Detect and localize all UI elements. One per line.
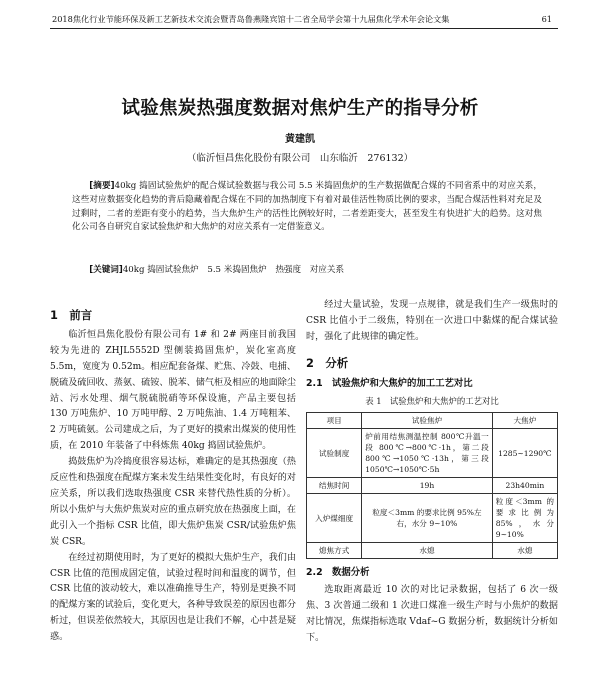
table-cell: 粒度＜3mm 的要求比例 95%左右，水分 9~10% bbox=[362, 494, 493, 543]
subsection-2-2-paragraph: 选取距离最近 10 次的对比记录数据，包括了 6 次一级焦、3 次普通二级和 1 次进口煤准一级生产时与小焦炉的数据对比情况，焦煤指标选取 Vdaf~G 数据分析，数据统计分析如下。 bbox=[306, 585, 558, 644]
table-cell: 水熄 bbox=[362, 543, 493, 559]
subsection-2-2-heading: 2.2 数据分析 bbox=[306, 567, 370, 579]
table-header-cell: 试验焦炉 bbox=[362, 413, 493, 429]
table-row bbox=[307, 478, 558, 494]
abstract-label: [摘要] bbox=[89, 181, 115, 191]
table-cell: 结焦时间 bbox=[307, 478, 362, 494]
table-row bbox=[307, 494, 558, 543]
table-row bbox=[307, 429, 558, 478]
affiliation: （临沂恒昌焦化股份有限公司 山东临沂 276132） bbox=[186, 153, 414, 164]
right-column bbox=[306, 298, 558, 690]
keywords-label: [关键词] bbox=[89, 265, 123, 275]
table-cell: 试验制度 bbox=[307, 429, 362, 478]
paper-title: 试验焦炭热强度数据对焦炉生产的指导分析 bbox=[121, 98, 479, 119]
table-cell: 入炉煤细度 bbox=[307, 494, 362, 543]
table-header-cell: 大焦炉 bbox=[492, 413, 557, 429]
table-caption: 表 1 试验焦炉和大焦炉的工艺对比 bbox=[365, 395, 499, 406]
section-1-paragraph: 捣鼓焦炉为冷捣度很容易达标，难确定的是其热强度（热反应性和热强度在配煤方案未发生结果性变化时，有良好的对应关系，所以我们选取热强度 CSR 来替代热性质的分析）。所以小焦炉与大焦炉焦炭对应的重点研究放在热强度上面，在此引入一个指标 CSR 比值，即大焦炉焦炭 CSR/试验焦炉焦炭 CSR。 bbox=[50, 457, 296, 547]
table-row bbox=[307, 543, 558, 559]
section-1-paragraph: 临沂恒昌焦化股份有限公司有 1# 和 2# 两座目前我国较为先进的 ZHJL5552D 型侧装捣固焦炉，炭化室高度 5.5m，宽度为 0.52m。相应配套备煤、贮焦、冷鼓、电捕、脱硫及硫回收、蒸氨、硫铵、脱苯、储气柜及相应的地面除尘站、污水处理、烟气脱硫脱硝等环保设施，产品主要包括 130 万吨焦炉、10 万吨甲醇、2 万吨焦油、1.4 万吨粗苯、2 万吨硫氨。公司建成之后，为了更好的摸索出煤炭的使用性质，在 2010 年装备了中科炼焦 40kg 捣固试验焦炉。 bbox=[50, 329, 296, 452]
abstract-text: 40kg 捣固试验焦炉的配合煤试验数据与我公司 5.5 米捣固焦炉的生产数据做配合煤的不同省系中的对应关系，这些对应数据变化趋势的背后隐藏着配合煤在不同的加热制度下有着对最佳活性物质比例的要求，当配合煤活性料对充足及过剩时，二者的差距有变小的趋势，当大焦炉生产的活性比例较好时，二者差距变大，甚至发生有快进扩大的趋势。这对焦化公司各自研究自家试验焦炉和大焦炉的对应关系有一定借鉴意义。 bbox=[72, 181, 542, 233]
running-head-text: 2018焦化行业节能环保及新工艺新技术交流会暨青岛鲁燕隆宾馆十二省全局学会第十九届焦化学术年会论文集 bbox=[52, 14, 450, 24]
subsection-2-1-heading: 2.1 试验焦炉和大焦炉的加工工艺对比 bbox=[306, 377, 473, 389]
table-header-cell: 项目 bbox=[307, 413, 362, 429]
process-comparison-table bbox=[306, 412, 558, 559]
right-intro-paragraph: 经过大量试验，发现一点规律，就是我们生产一级焦时的 CSR 比值小于二级焦，特别在一次进口中黏煤的配合煤试验时，强化了此规律的确定性。 bbox=[306, 300, 558, 342]
table-header-row bbox=[307, 413, 558, 429]
keywords-text: 40kg 捣固试验焦炉 5.5 米捣固焦炉 热强度 对应关系 bbox=[122, 265, 345, 275]
running-head bbox=[52, 14, 552, 25]
table-cell: 粒度＜3mm 的要求比例为 85%，水分 9~10% bbox=[492, 494, 557, 543]
table-cell: 19h bbox=[362, 478, 493, 494]
page-number: 61 bbox=[541, 14, 552, 24]
table-cell: 熄焦方式 bbox=[307, 543, 362, 559]
table-cell: 水熄 bbox=[492, 543, 557, 559]
section-1-heading: 1 前言 bbox=[50, 308, 93, 322]
abstract bbox=[72, 180, 542, 235]
table-cell: 炉前用结焦测温控制 800℃升温一段 800℃→800℃·1h，第二段 800℃→1050℃·13h，第三段 1050℃→1050℃·5h bbox=[362, 429, 493, 478]
table-cell: 23h40min bbox=[492, 478, 557, 494]
table-cell: 1285~1290℃ bbox=[492, 429, 557, 478]
section-2-heading: 2 分析 bbox=[306, 355, 349, 370]
section-1-paragraph: 在经过初期使用时，为了更好的模拟大焦炉生产，我们由 CSR 比值的范围成固定值，试验过程时间和温度的调节，但 CSR 比值的波动较大，难以准确推导生产，特别是更换不同的配煤方案的试验后，变化更大，各种导致误差的原因也都分析过，但误差依然较大，其原因也是让我们不解，心中甚是疑惑。 bbox=[50, 552, 296, 643]
left-column bbox=[50, 298, 296, 690]
author: 黄建凯 bbox=[285, 134, 315, 145]
header-divider bbox=[50, 28, 558, 29]
keywords bbox=[72, 263, 542, 275]
